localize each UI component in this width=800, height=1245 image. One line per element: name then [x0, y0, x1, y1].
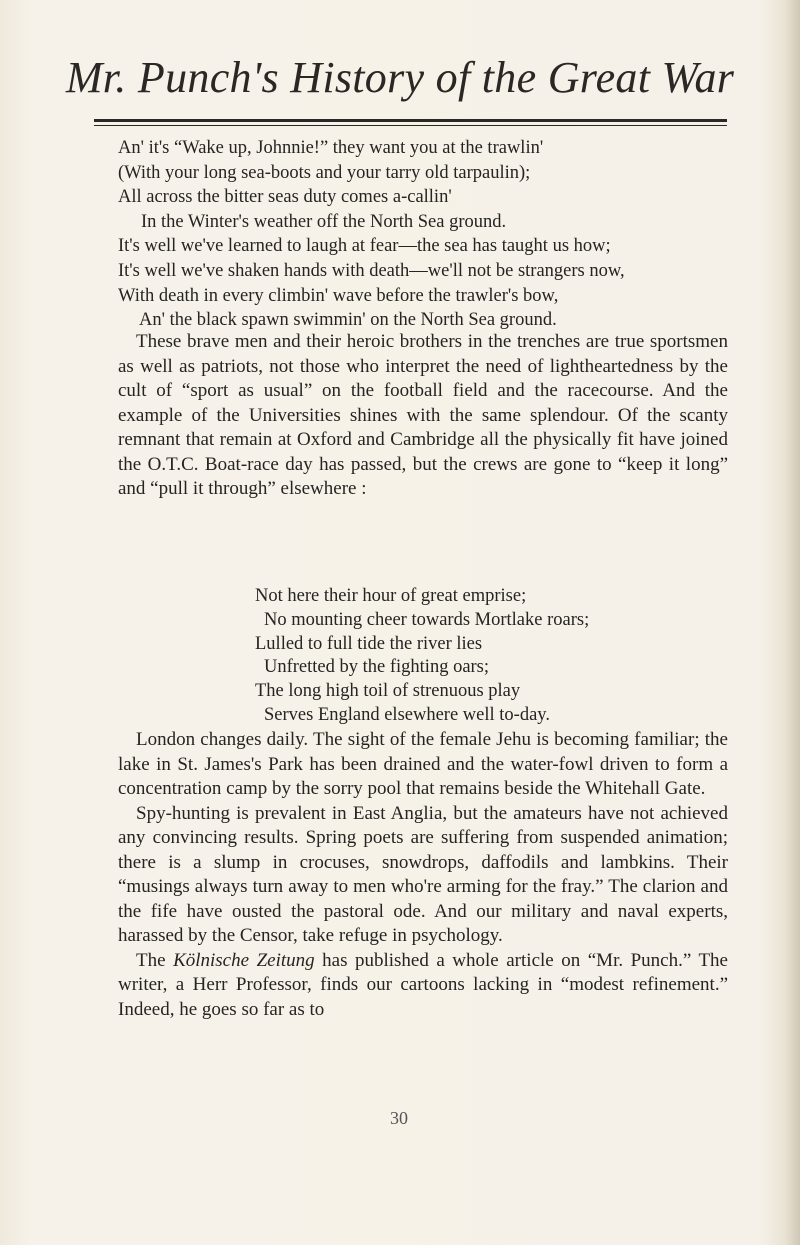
verse-line: All across the bitter seas duty comes a-callin' [118, 187, 452, 208]
paragraph-text: These brave men and their heroic brothers in the trenches are true sportsmen as well as patriots, not those who interpret the need of lightheartedness by the cult of “sport as usual” on the football field and the racecourse. And the example of the Universities shines with the same splendour. Of the scanty remnant that remain at Oxford and Cambridge all the physically fit have joined the O.T.C. Boat-race day has passed, but the crews are gone to “keep it long” and “pull it through” elsewhere : [118, 331, 728, 499]
paragraph-rest: has published a whole article on “Mr. Punch.” The writer, a Herr Professor, finds our cartoons lacking in “modest refinement.” Indeed, he goes so far as to [118, 949, 728, 1020]
page-number: 30 [390, 1108, 408, 1128]
verse-line: Not here their hour of great emprise; [255, 586, 527, 606]
verse-boat-race [255, 585, 589, 728]
verse-line: No mounting cheer towards Mortlake roars; [264, 609, 590, 630]
verse-line: It's well we've shaken hands with death—we'll not be strangers now, [118, 260, 625, 281]
verse-trawler [118, 136, 625, 333]
verse-line: An' it's “Wake up, Johnnie!” they want you at the trawlin' [118, 138, 544, 158]
verse-line: With death in every climbin' wave before the trawler's bow, [118, 285, 559, 306]
verse-line: (With your long sea-boots and your tarry old tarpaulin); [118, 162, 531, 183]
paragraph-spy-hunting: Spy-hunting is prevalent in East Anglia, but the amateurs have not achieved any convincing results. Spring poets are suffering from suspended animation; there is a slump in crocuses, snowdrops, daffodils and lambkins. Their “musings always turn away to men who're arming for the fray.” The clarion and the fife have ousted the pastoral ode. And our military and naval experts, harassed by the Censor, take refuge in psychology. [118, 802, 728, 946]
verse-line: An' the black spawn swimmin' on the North Sea ground. [139, 310, 557, 331]
verse-line: Unfretted by the fighting oars; [264, 657, 490, 678]
header-rule-thin [94, 125, 727, 126]
paragraph-lead: The [136, 949, 174, 971]
paragraph-london: London changes daily. The sight of the female Jehu is becoming familiar; the lake in St. James's Park has been drained and the water-fowl driven to form a concentration camp by the sorry pool that remains beside the Whitehall Gate. [118, 729, 728, 799]
verse-line: In the Winter's weather off the North Sea ground. [141, 211, 507, 232]
paragraph-sportsmen [118, 330, 728, 502]
paragraph-kolnische [118, 949, 728, 1023]
verse-line: Serves England elsewhere well to-day. [264, 704, 550, 725]
verse-line: Lulled to full tide the river lies [255, 633, 483, 654]
verse-line: It's well we've learned to laugh at fear—the sea has taught us how; [118, 236, 611, 257]
page-header-title: Mr. Punch's History of the Great War [65, 53, 735, 102]
header-rule-thick [94, 119, 727, 122]
paragraphs-london [118, 728, 728, 1022]
newspaper-name: Kölnische Zeitung [173, 949, 315, 971]
verse-line: The long high toil of strenuous play [255, 681, 521, 702]
